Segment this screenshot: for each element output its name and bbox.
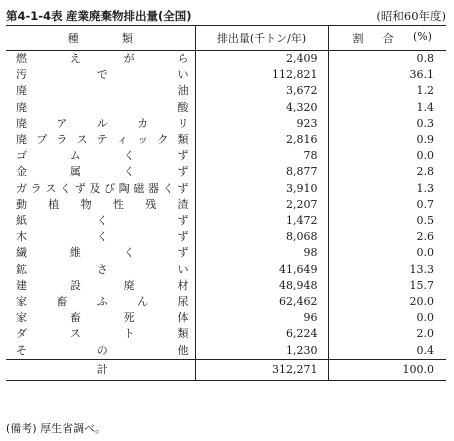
emission-amount: 4,320 bbox=[195, 100, 328, 116]
waste-type bbox=[6, 310, 195, 326]
share-percent: 0.0 bbox=[328, 148, 446, 164]
table-title: 産業廃棄物排出量(全国) bbox=[66, 9, 192, 23]
table-row bbox=[6, 213, 446, 229]
table-row bbox=[6, 181, 446, 197]
waste-type-label: 家 畜 ふ ん 尿 bbox=[16, 295, 189, 309]
col-type-char: 類 bbox=[121, 32, 133, 45]
emission-amount: 6,224 bbox=[195, 326, 328, 342]
table-row bbox=[6, 343, 446, 360]
waste-type-label: 廃 酸 bbox=[16, 100, 189, 114]
emission-amount: 3,910 bbox=[195, 181, 328, 197]
table-row bbox=[6, 310, 446, 326]
waste-type bbox=[6, 245, 195, 261]
table-row bbox=[6, 197, 446, 213]
waste-type bbox=[6, 164, 195, 180]
share-percent: 2.6 bbox=[328, 229, 446, 245]
waste-type bbox=[6, 51, 195, 68]
table-row bbox=[6, 132, 446, 148]
waste-type bbox=[6, 197, 195, 213]
waste-type-label: 繊 維 く ず bbox=[16, 246, 189, 260]
waste-type-label: 汚 で い bbox=[16, 68, 189, 82]
waste-type-label: 家 畜 死 体 bbox=[16, 311, 189, 325]
table-row bbox=[6, 148, 446, 164]
share-percent: 2.8 bbox=[328, 164, 446, 180]
share-percent: 1.3 bbox=[328, 181, 446, 197]
emission-amount: 48,948 bbox=[195, 278, 328, 294]
share-percent: 1.4 bbox=[328, 100, 446, 116]
share-percent: 13.3 bbox=[328, 262, 446, 278]
col-share-char: 合 bbox=[382, 32, 394, 45]
table-header bbox=[6, 8, 446, 24]
col-share-unit: (%) bbox=[412, 30, 432, 43]
column-header-row bbox=[6, 26, 446, 51]
col-share-header bbox=[328, 26, 446, 51]
emission-amount: 96 bbox=[195, 310, 328, 326]
total-row bbox=[6, 359, 446, 380]
waste-type-label: 廃 プ ラ ス テ ィ ッ ク 類 bbox=[16, 133, 189, 147]
emission-amount: 3,672 bbox=[195, 83, 328, 99]
emission-amount: 98 bbox=[195, 245, 328, 261]
col-type-char: 種 bbox=[67, 32, 79, 45]
emission-amount: 8,068 bbox=[195, 229, 328, 245]
emission-amount: 923 bbox=[195, 116, 328, 132]
waste-type bbox=[6, 148, 195, 164]
waste-emission-table bbox=[6, 25, 446, 381]
waste-type-label: 紙 く ず bbox=[16, 214, 189, 228]
waste-type-label: 建 設 廃 材 bbox=[16, 278, 189, 292]
col-type-header bbox=[6, 26, 195, 51]
share-percent: 0.8 bbox=[328, 51, 446, 68]
waste-type-label: ダ ス ト 類 bbox=[16, 327, 189, 341]
waste-type-label: 金 属 く ず bbox=[16, 165, 189, 179]
waste-type bbox=[6, 132, 195, 148]
waste-type-label: ゴ ム く ず bbox=[16, 149, 189, 163]
table-number: 第4-1-4表 bbox=[6, 9, 63, 23]
total-share: 100.0 bbox=[328, 359, 446, 380]
share-percent: 0.3 bbox=[328, 116, 446, 132]
waste-type bbox=[6, 294, 195, 310]
share-percent: 36.1 bbox=[328, 67, 446, 83]
waste-type-label: 動 植 物 性 残 渣 bbox=[16, 197, 189, 211]
share-percent: 0.0 bbox=[328, 310, 446, 326]
waste-type-label: 燃 え が ら bbox=[16, 52, 189, 65]
share-percent: 1.2 bbox=[328, 83, 446, 99]
waste-type bbox=[6, 116, 195, 132]
fiscal-year: (昭和60年度) bbox=[376, 9, 446, 23]
share-percent: 0.5 bbox=[328, 213, 446, 229]
table-row bbox=[6, 116, 446, 132]
emission-amount: 78 bbox=[195, 148, 328, 164]
waste-type bbox=[6, 213, 195, 229]
waste-type bbox=[6, 83, 195, 99]
waste-type-label: 木 く ず bbox=[16, 230, 189, 244]
table-row bbox=[6, 278, 446, 294]
emission-amount: 112,821 bbox=[195, 67, 328, 83]
emission-amount: 2,409 bbox=[195, 51, 328, 68]
share-percent: 20.0 bbox=[328, 294, 446, 310]
table-row bbox=[6, 164, 446, 180]
table-row bbox=[6, 294, 446, 310]
waste-type bbox=[6, 262, 195, 278]
table-row bbox=[6, 262, 446, 278]
waste-type bbox=[6, 343, 195, 360]
source-note: (備考) 厚生省調べ。 bbox=[6, 422, 107, 435]
emission-amount: 41,649 bbox=[195, 262, 328, 278]
waste-type bbox=[6, 278, 195, 294]
waste-type-label: 廃 ア ル カ リ bbox=[16, 116, 189, 130]
share-percent: 0.4 bbox=[328, 343, 446, 360]
share-percent: 0.7 bbox=[328, 197, 446, 213]
emission-amount: 1,230 bbox=[195, 343, 328, 360]
total-amount: 312,271 bbox=[195, 359, 328, 380]
table-row bbox=[6, 245, 446, 261]
emission-amount: 2,816 bbox=[195, 132, 328, 148]
share-percent: 15.7 bbox=[328, 278, 446, 294]
share-percent: 2.0 bbox=[328, 326, 446, 342]
table-row bbox=[6, 67, 446, 83]
col-share-char: 割 bbox=[352, 32, 364, 45]
waste-type-label: ガ ラ ス く ず 及 び 陶 磁 器 く ず bbox=[16, 181, 189, 195]
table-row bbox=[6, 51, 446, 68]
waste-type bbox=[6, 100, 195, 116]
share-percent: 0.0 bbox=[328, 245, 446, 261]
emission-amount: 1,472 bbox=[195, 213, 328, 229]
col-amount-header: 排出量(千トン/年) bbox=[195, 26, 328, 51]
waste-type bbox=[6, 67, 195, 83]
total-label: 計 bbox=[6, 359, 195, 380]
table-row bbox=[6, 326, 446, 342]
waste-type bbox=[6, 326, 195, 342]
waste-type bbox=[6, 229, 195, 245]
share-percent: 0.9 bbox=[328, 132, 446, 148]
emission-amount: 8,877 bbox=[195, 164, 328, 180]
emission-amount: 62,462 bbox=[195, 294, 328, 310]
table-row bbox=[6, 100, 446, 116]
waste-type-label: 廃 油 bbox=[16, 84, 189, 98]
table-row bbox=[6, 229, 446, 245]
waste-type-label: そ の 他 bbox=[16, 343, 189, 357]
table-row bbox=[6, 83, 446, 99]
emission-amount: 2,207 bbox=[195, 197, 328, 213]
waste-type bbox=[6, 181, 195, 197]
waste-type-label: 鉱 さ い bbox=[16, 262, 189, 276]
